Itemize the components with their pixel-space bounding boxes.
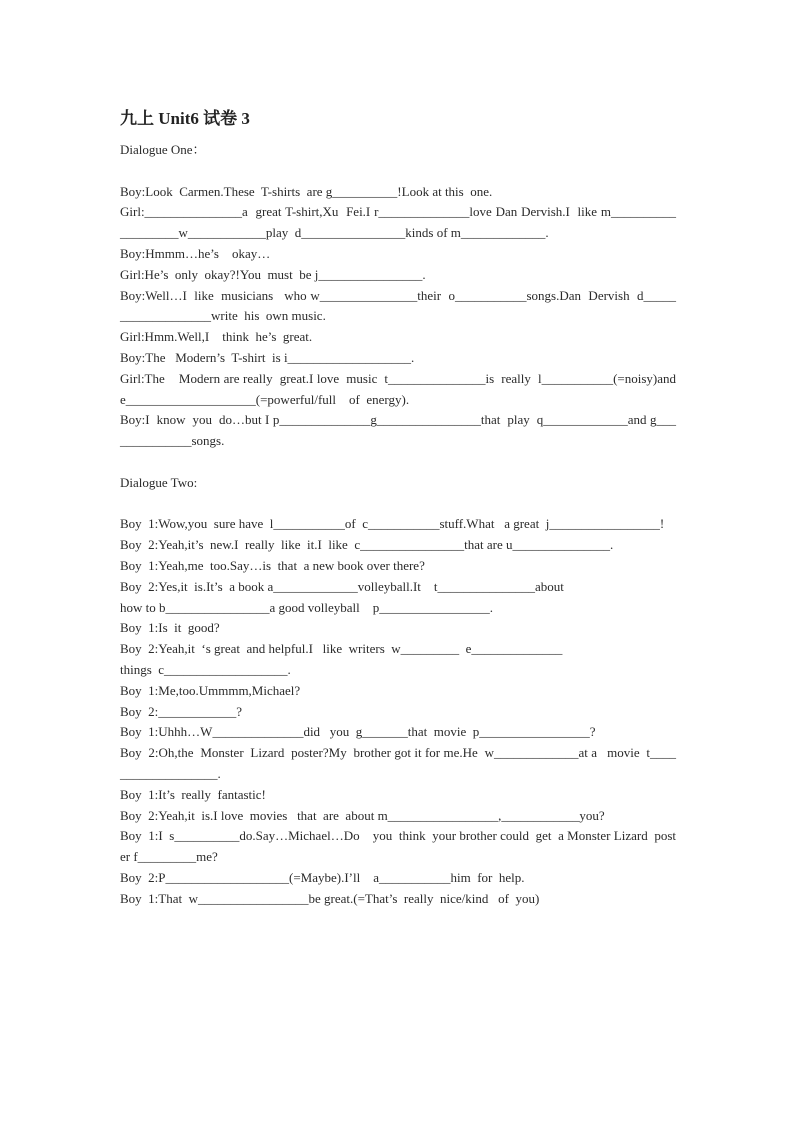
dialogue-line: Boy:Look Carmen.These T-shirts are g__________!Look at this one. bbox=[120, 183, 493, 199]
dialogue-line: Boy:Well…I like musicians who w_______________their o___________songs.Dan Dervish d___________________write his own music. bbox=[120, 287, 676, 324]
dialogue-line: Girl:The Modern are really great.I love music t_______________is really l___________(=noisy)and e____________________(=powerful/full of energy). bbox=[120, 370, 686, 407]
document-page bbox=[120, 104, 686, 909]
dialogue-line: Boy 1:That w_________________be great.(=That’s really nice/kind of you) bbox=[120, 890, 540, 906]
dialogue-line: Girl:_______________a great T-shirt,Xu Fei.I r______________love Dan Dervish.I like m___________________w____________play d________________kinds of m_____________. bbox=[120, 204, 676, 241]
dialogue-line: Boy 1:Yeah,me too.Say…is that a new book over there? bbox=[120, 557, 425, 573]
dialogue-line: how to b________________a good volleyball p_________________. bbox=[120, 599, 494, 615]
dialogue-two-heading: Dialogue Two: bbox=[120, 474, 198, 490]
dialogue-line: Boy 2:Yeah,it ‘s great and helpful.I like writers w_________ e______________ bbox=[120, 641, 563, 657]
dialogue-line: Boy 1:Me,too.Ummmm,Michael? bbox=[120, 682, 301, 698]
page-title: 九上 Unit6 试卷 3 bbox=[120, 109, 250, 128]
dialogue-line: Boy 2:Yes,it is.It’s a book a_____________volleyball.It t_______________about bbox=[120, 578, 564, 594]
dialogue-line: Girl:Hmm.Well,I think he’s great. bbox=[120, 329, 313, 345]
dialogue-line: Boy:I know you do…but I p______________g________________that play q_____________and g______________songs. bbox=[120, 412, 676, 449]
spacer bbox=[120, 452, 676, 473]
spacer bbox=[120, 161, 676, 182]
dialogue-line: Boy 2:Yeah,it’s new.I really like it.I like c________________that are u_______________. bbox=[120, 537, 614, 553]
dialogue-line: Boy 1:Is it good? bbox=[120, 620, 220, 636]
dialogue-line: Boy 2:Yeah,it is.I love movies that are about m_________________,____________you? bbox=[120, 807, 605, 823]
dialogue-line: things c___________________. bbox=[120, 661, 291, 677]
dialogue-line: Girl:He’s only okay?!You must be j________________. bbox=[120, 266, 426, 282]
dialogue-line: Boy 1:Wow,you sure have l___________of c___________stuff.What a great j_________________! bbox=[120, 516, 665, 532]
dialogue-one-heading: Dialogue One： bbox=[120, 142, 206, 157]
dialogue-one-body bbox=[120, 182, 686, 452]
dialogue-line: Boy 1:Uhhh…W______________did you g_______that movie p_________________? bbox=[120, 724, 596, 740]
dialogue-line: Boy:The Modern’s T-shirt is i___________________. bbox=[120, 349, 415, 365]
dialogue-line: Boy 1:It’s really fantastic! bbox=[120, 786, 266, 802]
dialogue-two-body bbox=[120, 514, 676, 909]
dialogue-line: Boy:Hmmm…he’s okay… bbox=[120, 245, 271, 261]
dialogue-line: Boy 2:____________? bbox=[120, 703, 243, 719]
dialogue-line: Boy 1:I s__________do.Say…Michael…Do you think your brother could get a Monster Lizard poster f_________me? bbox=[120, 828, 676, 865]
dialogue-line: Boy 2:P___________________(=Maybe).I’ll a___________him for help. bbox=[120, 869, 525, 885]
dialogue-line: Boy 2:Oh,the Monster Lizard poster?My brother got it for me.He w_____________at a movie t___________________. bbox=[120, 745, 676, 781]
spacer bbox=[120, 494, 676, 515]
